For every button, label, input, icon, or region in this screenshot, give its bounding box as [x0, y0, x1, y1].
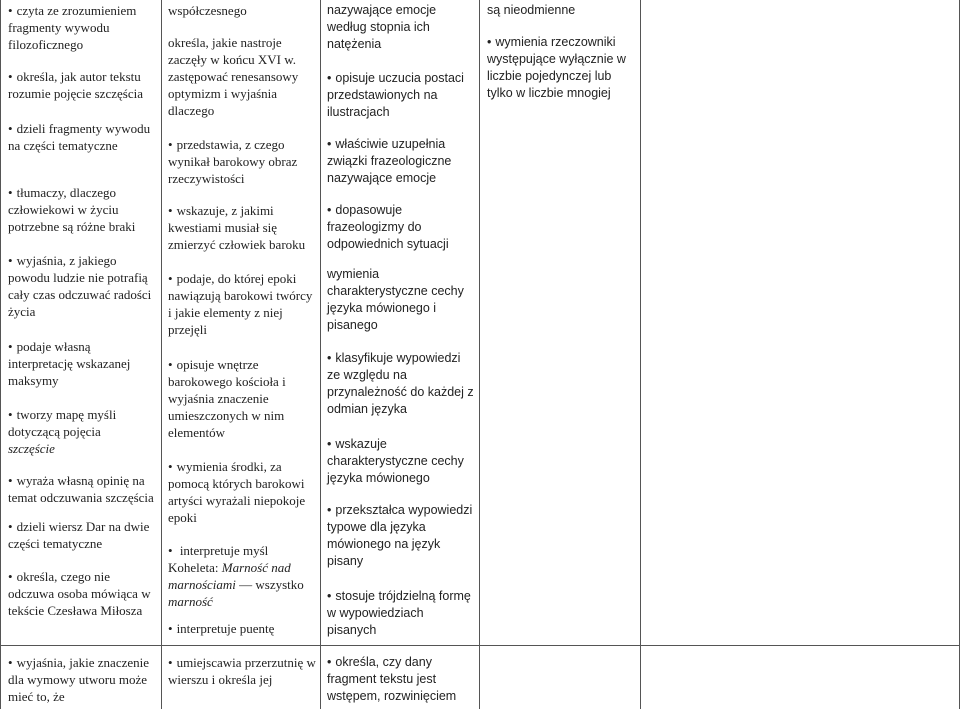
list-item: • wyraża własną opinię na temat odczuwania szczęścia	[8, 472, 158, 506]
italic-quote: marność	[168, 594, 213, 609]
list-item: • czyta ze zrozumieniem fragmenty wywodu filozoficznego	[8, 2, 158, 53]
table-border	[479, 0, 480, 709]
list-item-text: interpretuje myśl Koheleta:	[168, 543, 269, 575]
list-item: • określa, jak autor tekstu rozumie pojęcie szczęścia	[8, 68, 158, 102]
list-item: • dzieli wiersz Dar na dwie części tematyczne	[8, 518, 158, 552]
list-item: • umiejscawia przerzutnię w wierszu i określa jej	[168, 654, 316, 688]
list-item: • podaje, do której epoki nawiązują barokowi twórcy i jakie elementy z niej przejęli	[168, 270, 316, 338]
list-item: • wyjaśnia, jakie znaczenie dla wymowy utworu może mieć to, że	[8, 654, 158, 705]
list-item: • przedstawia, z czego wynikał barokowy obraz rzeczywistości	[168, 136, 316, 187]
list-item-continuation: współczesnego	[168, 3, 247, 18]
table-border	[320, 0, 321, 709]
list-item: • stosuje trójdzielną formę w wypowiedziach pisanych	[327, 588, 475, 639]
list-item: • podaje własną interpretację wskazanej maksymy	[8, 338, 158, 389]
list-item: • opisuje wnętrze barokowego kościoła i wyjaśnia znaczenie umieszczonych w nim elementów	[168, 356, 316, 441]
list-item: określa, jakie nastroje zaczęły w końcu XVI w. zastępować renesansowy optymizm i wyjaśnia dlaczego	[168, 35, 299, 118]
list-item: • tworzy mapę myśli dotyczącą pojęcia	[8, 406, 158, 440]
table-border	[0, 0, 1, 709]
italic-term: szczęście	[8, 441, 55, 456]
list-item: • klasyfikuje wypowiedzi ze względu na przynależność do każdej z odmian języka	[327, 350, 475, 418]
list-item-continuation: nazywające emocje według stopnia ich natężenia	[327, 3, 437, 51]
list-item: • interpretuje puentę	[168, 620, 316, 637]
list-item: • opisuje uczucia postaci przedstawionych na ilustracjach	[327, 70, 475, 121]
list-item	[168, 542, 316, 610]
list-item: • dzieli fragmenty wywodu na części tematyczne	[8, 120, 158, 154]
list-item: • wymienia rzeczowniki występujące wyłącznie w liczbie pojedynczej lub tylko w liczbie mnogiej	[487, 34, 637, 102]
list-item: • przekształca wypowiedzi typowe dla języka mówionego na język pisany	[327, 502, 475, 570]
list-item: • określa, czy dany fragment tekstu jest wstępem, rozwinięciem	[327, 654, 475, 705]
list-item-continuation: są nieodmienne	[487, 3, 576, 17]
list-item: • właściwie uzupełnia związki frazeologiczne nazywające emocje	[327, 136, 475, 187]
list-item: • wskazuje, z jakimi kwestiami musiał się zmierzyć człowiek baroku	[168, 202, 316, 253]
list-item: • wyjaśnia, z jakiego powodu ludzie nie potrafią cały czas odczuwać radości życia	[8, 252, 158, 320]
list-item: wymienia charakterystyczne cechy języka mówionego i pisanego	[327, 267, 464, 332]
table-border	[161, 0, 162, 709]
table-border	[640, 0, 641, 709]
italic-quote: Marność nad marnościami	[168, 560, 291, 592]
list-item: • tłumaczy, dlaczego człowiekowi w życiu potrzebne są różne braki	[8, 184, 158, 235]
list-item-text: — wszystko	[239, 577, 304, 592]
list-item: • dopasowuje frazeologizmy do odpowiednich sytuacji	[327, 202, 475, 253]
list-item: • określa, czego nie odczuwa osoba mówiąca w tekście Czesława Miłosza	[8, 568, 158, 619]
list-item: • wymienia środki, za pomocą których barokowi artyści wyrażali niepokoje epoki	[168, 458, 316, 526]
row-divider	[0, 645, 960, 646]
list-item: • wskazuje charakterystyczne cechy języka mówionego	[327, 436, 475, 487]
